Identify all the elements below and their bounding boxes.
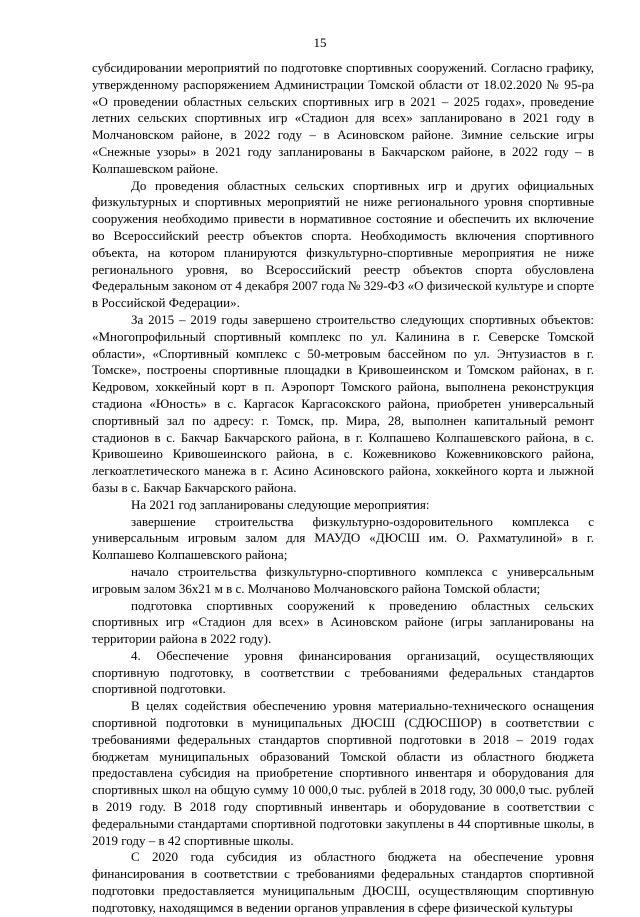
paragraph-5: завершение строительства физкультурно-оздоровительного комплекса с универсальным игровым залом для МАУДО «ДЮСШ им. О. Рахматулиной» в г. Колпашево Колпашевского района; bbox=[92, 513, 594, 563]
paragraph-7: подготовка спортивных сооружений к проведению областных сельских спортивных игр «Стадион для всех» в Асиновском районе (игры запланированы на территории района в 2022 году). bbox=[92, 597, 594, 647]
paragraph-1: субсидировании мероприятий по подготовке спортивных сооружений. Согласно графику, утвержденному распоряжением Администрации Томской области от 18.02.2020 № 95-ра «О проведении областных сельских спортивных игр в 2021 – 2025 годах», проведение летних сельских спортивных игр «Стадион для всех» запланировано в 2021 году в Молчановском районе, в 2022 году – в Асиновском районе. Зимние сельские игры «Снежные узоры» в 2021 году запланированы в Бакчарском районе, в 2022 году – в Колпашевском районе. bbox=[92, 60, 594, 176]
page-number: 15 bbox=[313, 35, 327, 50]
paragraph-10: С 2020 года субсидия из областного бюджета на обеспечение уровня финансирования в соответствии с требованиями федеральных стандартов спортивной подготовки предоставляется муниципальным ДЮСШ, осуществляющим спортивную подготовку, находящимся в ведении органов управления в сфере физической культуры bbox=[92, 849, 594, 915]
paragraph-3: За 2015 – 2019 годы завершено строительство следующих спортивных объектов: «Многопрофильный спортивный комплекс по ул. Калинина в г. Северске Томской области», «Спортивный комплекс с 50-метровым бассейном по ул. Энтузиастов в г. Томске», построены спортивные площадки в Кривошеинском и Томском районах, в г. Кедровом, хоккейный корт в п. Аэропорт Томского района, выполнена реконструкция стадиона «Юность» в с. Каргасок Каргасокского района, приобретен универсальный спортивный зал по адресу: г. Томск, пр. Мира, 28, выполнен капитальный ремонт стадионов в с. Бакчар Бакчарского района, в г. Колпашево Колпашевского района, в с. Кривошеино Кривошеинского района, в с. Кожевниково Кожевниковского района, легкоатлетического манежа в г. Асино Асиновского района, хоккейного корта и лыжной базы в с. Бакчар Бакчарского района. bbox=[92, 311, 594, 495]
paragraph-9: В целях содействия обеспечению уровня материально-технического оснащения спортивной подготовки в муниципальных ДЮСШ (СДЮСШОР) в соответствии с требованиями федеральных стандартов спортивной подготовки в 2018 – 2019 годах бюджетам муниципальных образований Томской области из областного бюджета предоставлена субсидия на приобретение спортивного инвентаря и оборудования для спортивных школ на общую сумму 10 000,0 тыс. рублей в 2018 году, 30 000,0 тыс. рублей в 2019 году. В 2018 году спортивный инвентарь и оборудование в соответствии с федеральными стандартами спортивной подготовки закуплены в 44 спортивные школы, в 2019 году – в 42 спортивные школы. bbox=[92, 698, 594, 848]
paragraph-2: До проведения областных сельских спортивных игр и других официальных физкультурных и спортивных мероприятий не ниже регионального уровня спортивные сооружения необходимо привести в нормативное состояние и обеспечить их включение во Всероссийский реестр объектов спорта. Необходимость включения спортивного объекта, на котором планируются физкультурно-спортивные мероприятия не ниже регионального уровня, во Всероссийский реестр объектов спорта обусловлена Федеральным законом от 4 декабря 2007 года № 329-ФЗ «О физической культуре и спорте в Российской Федерации». bbox=[92, 177, 594, 311]
paragraph-6: начало строительства физкультурно-спортивного комплекса с универсальным игровым залом 36х21 м в с. Молчаново Молчановского района Томской области; bbox=[92, 563, 594, 596]
paragraph-8: 4. Обеспечение уровня финансирования организаций, осуществляющих спортивную подготовку, в соответствии с требованиями федеральных стандартов спортивной подготовки. bbox=[92, 647, 594, 697]
document-body bbox=[92, 60, 594, 917]
paragraph-4: На 2021 год запланированы следующие мероприятия: bbox=[131, 496, 430, 512]
